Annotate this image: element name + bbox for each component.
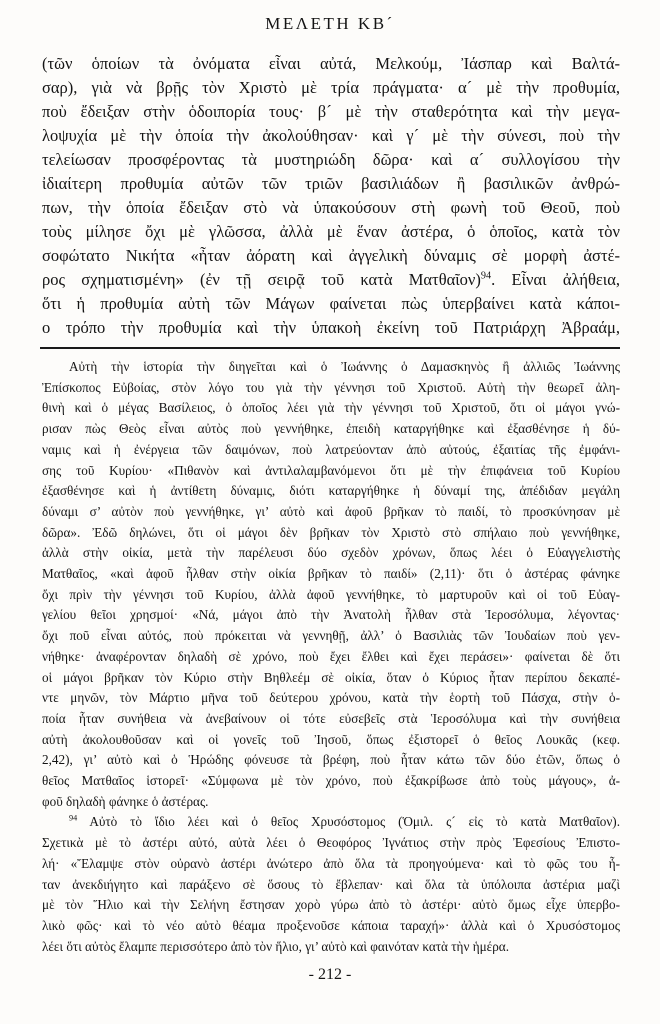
text-line: γελίου θεῖοι χρησμοί· «Νά, μάγοι ἀπὸ τὴν Ἀνατολὴ ἦλθαν στὰ Ἱεροσόλυμα, λέγοντας· [42, 607, 620, 623]
text-line: δῶρα». Ἐδῶ δηλώνει, ὅτι οἱ μάγοι δὲν βρῆκαν τὸν Χριστὸ στὸ σπήλαιο ποὺ γεννήθηκε, [42, 524, 620, 540]
text-line: λέει ὅτι αὐτὸς ἔλαμπε περισσότερο ἀπὸ τὸν ἥλιο, γι’ αὐτὸ καὶ φαινόταν κατὰ τὴν ἡμέρα. [42, 938, 510, 954]
footnote-94 [42, 812, 620, 957]
text-line: μὲ τὸν Ἥλιο καὶ τὴν Σελήνη ἔστησαν χορὸ γύρω ἀπὸ τὸ ἀστέρι· αὐτὸ ὅμως εἶχε ὑπερβο- [42, 897, 620, 913]
text-line: ο τρόπο τὴν προθυμία καὶ τὴν ὑπακοὴ ἐκείνη τοῦ Πατριάρχη Ἀβραάμ, [42, 318, 620, 337]
text-line: Σχετικὰ μὲ τὸ ἀστέρι αὐτό, αὐτὰ λέει ὁ Θεοφόρος Ἰγνάτιος στὴν πρὸς Ἐφεσίους Ἐπιστο- [42, 835, 620, 851]
text-line: ποία ἦταν συνήθεια νὰ ἀνεβαίνουν οἱ τότε εὐσεβεῖς στὰ Ἱεροσόλυμα καὶ τὴν συνήθεια [42, 710, 620, 726]
text-line: σοφώτατο Νικήτα «ἦταν ἀόρατη καὶ ἀγγελικὴ δύναμις σὲ μορφὴ ἀστέ- [42, 246, 620, 265]
text-line: θεῖος Ματθαῖος ἱστορεῖ· «Σύμφωνα μὲ τὸν χρόνο, ποὺ ἐξακρίβωσε ἀπὸ τοὺς μάγους», ἀ- [42, 773, 620, 789]
text-line: ὄχι πρὶν τὴν γέννησι τοῦ Κυρίου, ἀλλὰ ἀφοῦ γεννήθηκε, τὸ μαρτυροῦν καὶ οἱ τοῦ Εὐαγ- [42, 586, 620, 602]
text-line: ντε μηνῶν, τὸν Μάρτιο μῆνα τοῦ δεύτερου χρόνου, κατὰ τὴν ἑορτὴ τοῦ Πάσχα, στὴν ὁ- [42, 690, 620, 706]
text-line: τελείωσαν προσφέροντας τὰ μυστηριώδη δῶρα· καὶ α´ συλλογίσου τὴν [42, 150, 620, 169]
text-line: λή· «Ἔλαμψε στὸν οὐρανὸ ἀστέρι ἀνώτερο ἀπὸ ὅλα τὰ προηγούμενα· καὶ τὸ φῶς του ἦ- [42, 855, 620, 871]
footnote-93-continuation [42, 357, 620, 812]
text-line: ὄχι ποῦ εἶναι αὐτός, ποὺ πρόκειται νὰ γεννηθῇ, ἀλλ’ ὁ Βασιλιὰς τῶν Ἰουδαίων ποὺ γεν- [42, 628, 620, 644]
text-line: δύναμι σ’ αὐτὸν ποὺ γεννήθηκε, γι’ αὐτὸ καὶ ἀφοῦ βρῆκαν τὸ παιδί, τὸ προσκύνησαν μὲ [42, 503, 620, 519]
text-line: ποὺ ἔδειξαν στὴν ὁδοιπορία τους· β´ μὲ τὴν σταθερότητα καὶ τὴν μεγα- [42, 102, 620, 121]
body-paragraph [42, 52, 620, 340]
text-line: ἐξασθένησε καὶ ἡ ἀντίθετη δύναμις, διότι καταργήθηκε ἡ δύναμί της, ἀπέδιδαν μεγάλη [42, 483, 620, 499]
text-line: λικὸ φῶς· καὶ τὸ νέο αὐτὸ θέαμα προξενοῦσε κάποια ταραχή»· ἀλλὰ καὶ ὁ Χρυσόστομος [42, 917, 620, 933]
text-line: αὐτὴ ἀκολουθοῦσαν καὶ οἱ γονεῖς τοῦ Ἰησοῦ, ὅπως ἐξιστορεῖ ὁ θεῖος Λουκᾶς (κεφ. [42, 731, 620, 747]
text-line: ταν ἀνεκδιήγητο καὶ παράξενο σὲ ὅσους τὸ ἔβλεπαν· καὶ ὅλα τὰ ὑπόλοιπα ἀστέρια μαζὶ [42, 876, 620, 892]
text-line: σης τοῦ Κυρίου· «Πιθανὸν καὶ ἀντιλαλαμβανόμενοι ὅτι μὲ τὴν ἐπιφάνεια τοῦ Κυρίου [42, 462, 620, 478]
text-line: θινὴ καὶ ὁ μέγας Βασίλειος, ὁ ὁποῖος λέει γιὰ τὴν γέννησι τοῦ Χριστοῦ, ὅτι οἱ μάγοι γνώ- [42, 400, 620, 416]
footnote-separator-rule [40, 347, 620, 349]
footnote-marker: 94 [69, 814, 78, 824]
text-line: (τῶν ὁποίων τὰ ὀνόματα εἶναι αὐτά, Μελκούμ, Ἰάσπαρ καὶ Βαλτά- [42, 54, 620, 73]
footnote-marker: 94 [480, 270, 492, 282]
text-line: ρισαν πὼς Θεὸς εἶναι αὐτὸς ποὺ γεννήθηκε, ἐπειδὴ καταργήθηκε καὶ ἐξασθένησε ἡ δύ- [42, 421, 620, 437]
text-line: φοῦ δηλαδὴ φάνηκε ὁ ἀστέρας. [42, 793, 209, 809]
text-line: Ἐπίσκοπος Εὐβοίας, στὸν λόγο του γιὰ τὴν γέννησι τοῦ Χριστοῦ. Αὐτὴ τὴν θεωρεῖ ἀλη- [42, 379, 620, 395]
text-line: πων, τὴν ὁποία ἔδειξαν στὸ νὰ ὑπακούσουν στὴ φωνὴ τοῦ Θεοῦ, ποὺ [42, 198, 620, 217]
text-line: νήθηκε· ἀναφέρονταν δηλαδὴ σὲ χρόνο, ποὺ ἔχει ἔλθει καὶ ἔχει περάσει»· φαίνεται δὲ ὅτι [42, 648, 620, 664]
text-line: 2,42), γι’ αὐτὸ καὶ ὁ Ἡρώδης φόνευσε τὰ βρέφη, ποὺ ἦταν κάτω τῶν δύο ἐτῶν, ὅπως ὁ [42, 752, 620, 768]
text-line: ἀλλὰ στὴν οἰκία, μετὰ τὴν παρέλευσι δύο σχεδὸν χρόνων, ὅπως λέει ὁ Εὐαγγελιστὴς [42, 545, 620, 561]
text-line: Αὐτὴ τὴν ἱστορία τὴν διηγεῖται καὶ ὁ Ἰωάννης ὁ Δαμασκηνὸς ἢ ἀλλιῶς Ἰωάννης [69, 359, 620, 374]
text-line: οἱ μάγοι βρῆκαν τὸν Κύριο στὴν Βηθλεέμ σὲ οἰκία, ὅταν ὁ Κύριος ἦταν περίπου δεκαπέ- [42, 669, 620, 685]
page-number: - 212 - [308, 966, 352, 983]
text-line: λοψυχία μὲ τὴν ὁποία τὴν ἀκολούθησαν· καὶ γ´ μὲ τὴν σύνεσι, ποὺ τὴν [42, 126, 620, 145]
text-line: ρος σχηματισμένη» (ἐν τῇ σειρᾷ τοῦ κατὰ Ματθαῖον)$^{94}$. Εἶναι ἀλήθεια, [42, 270, 621, 289]
text-line: $^{94}$ Αὐτὸ τὸ ἴδιο λέει καὶ ὁ θεῖος Χρυσόστομος (Ὁμιλ. ς´ εἰς τὸ κατὰ Ματθαῖον). [69, 814, 620, 830]
text-line: ναμις καὶ ἡ ἐνέργεια τῶν δαιμόνων, ποὺ λατρεύονταν ἀπὸ αὐτούς, ἐξαιτίας τῆς ἐμφάνι- [42, 441, 620, 457]
text-line: τοὺς μίλησε ὄχι μὲ γλῶσσα, ἀλλὰ μὲ ἕναν ἀστέρα, ὁ ὁποῖος, κατὰ τὸν [42, 222, 620, 241]
text-line: Ματθαῖος, «καὶ ἀφοῦ ἦλθαν στὴν οἰκία βρῆκαν τὸ παιδί» (2,11)· ὅτι ὁ ἀστέρας φάνηκε [42, 566, 620, 582]
chapter-heading: ΜΕΛΕΤΗ ΚΒ´ [265, 14, 395, 33]
text-line: ὅτι ἡ προθυμία αὐτὴ τῶν Μάγων φαίνεται πὼς ὑπερβαίνει κατὰ κάποι- [42, 294, 620, 313]
footnotes-section [42, 357, 620, 957]
text-line: σαρ), γιὰ νὰ βρῇς τὸν Χριστὸ μὲ τρία πράγματα· α´ μὲ τὴν προθυμία, [42, 78, 620, 97]
text-line: ἰδιαίτερη προθυμία αὐτῶν τῶν τριῶν βασιλιάδων ἢ βασιλικῶν ἀνθρώ- [42, 174, 620, 193]
